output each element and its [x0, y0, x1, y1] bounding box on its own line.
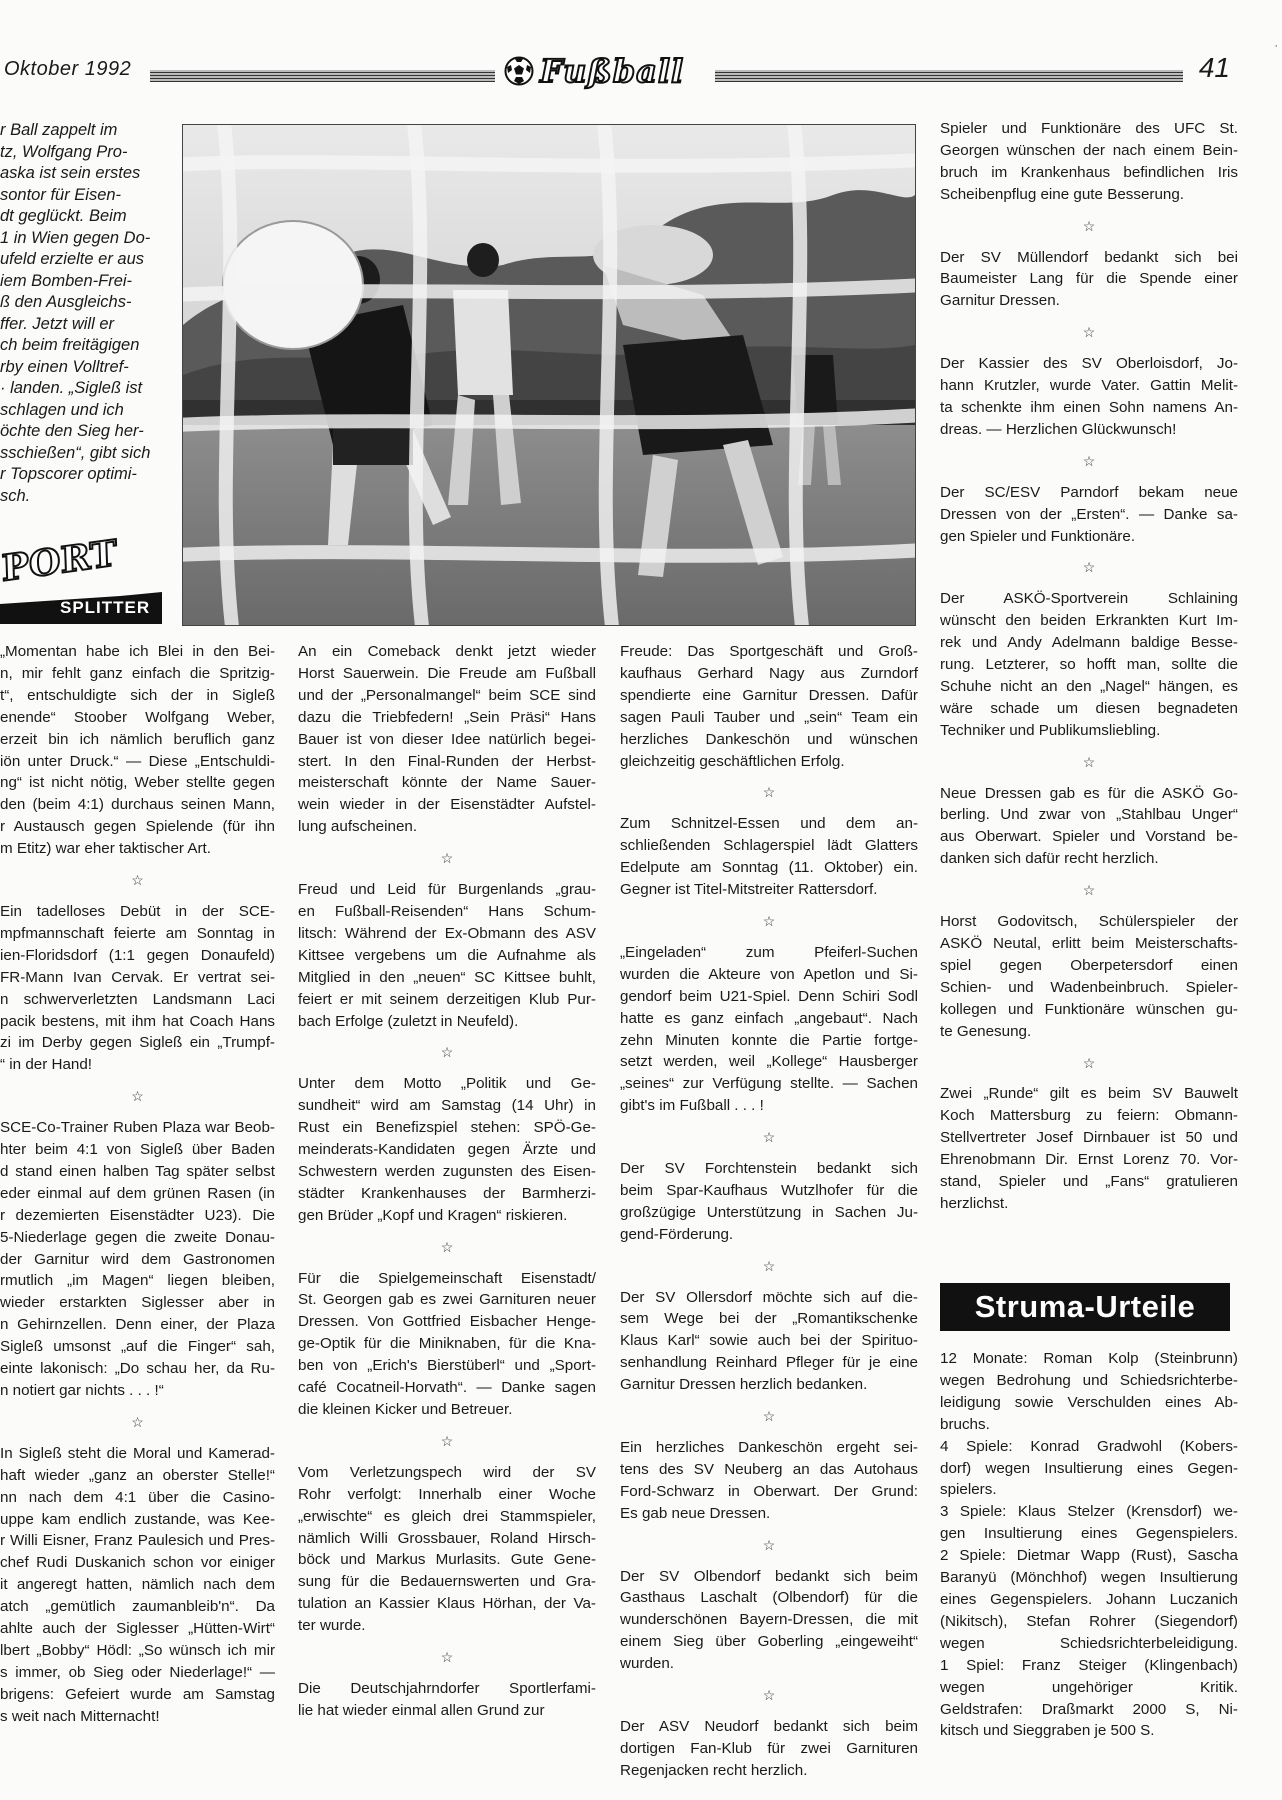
intro-line: tz, Wolfgang Pro- [0, 142, 128, 161]
text-line: gleichzeitig geschäftlichen Erfolg. [620, 752, 845, 770]
text-line: Rohr verfolgt: Innerhalb einer Woche [298, 1485, 596, 1503]
text-line: bruch im Krankenhaus befindlichen Iris [940, 163, 1238, 181]
text-line: d stand einen halben Tag später selbst [0, 1162, 275, 1180]
text-line: wunderschönen Bayern-Dressen, die mit [620, 1611, 918, 1629]
text-line: sagen Pauli Tauber und „sein“ Team ein [620, 708, 918, 726]
article-column-1 [0, 641, 275, 1728]
text-line: Baranyü (Mönchhof) wegen Insultierung [940, 1569, 1238, 1587]
separator-star-icon: ☆ [440, 1044, 454, 1061]
text-line: setzt werden, weil „Kollege“ Hausberger [620, 1053, 918, 1071]
text-line: FR-Mann Ivan Cervak. Er vertrat sei- [0, 968, 275, 986]
text-line: rek und Andy Adelmann baldige Besse- [940, 634, 1238, 652]
separator-star-icon: ☆ [131, 1413, 144, 1430]
text-line: 5-Niederlage gegen die zweite Donau- [0, 1228, 275, 1246]
text-line: 4 Spiele: Konrad Gradwohl (Kobers- [940, 1437, 1238, 1455]
separator-star-icon: ☆ [1082, 559, 1096, 576]
issue-date: Oktober 1992 [4, 58, 132, 80]
text-line: r Austausch gegen Spielende (für ihn [0, 818, 275, 836]
text-line: wegen Bedrohung und Schiedsrichterbe- [940, 1371, 1238, 1389]
text-line: 1 Spiel: Franz Steiger (Klingenbach) [940, 1656, 1238, 1674]
text-line: SCE-Co-Trainer Ruben Plaza war Beob- [0, 1119, 275, 1137]
text-line: dreas. — Herzlichen Glückwunsch! [940, 420, 1177, 438]
scan-mark: · [1274, 40, 1278, 52]
text-line: 2 Spiele: Dietmar Wapp (Rust), Sascha [940, 1547, 1238, 1565]
text-line: die kleinen Kicker und Betreuer. [298, 1401, 513, 1418]
separator-star-icon: ☆ [1082, 1054, 1096, 1071]
intro-line: dt geglückt. Beim [0, 207, 127, 225]
separator-star-icon: ☆ [762, 1408, 776, 1425]
text-line: Unter dem Motto „Politik und Ge- [298, 1075, 596, 1093]
text-line: hann Krutzler, wurde Vater. Gattin Melit- [940, 377, 1238, 395]
text-line: Stellvertreter Josef Dirnbauer ist 50 und [940, 1129, 1238, 1147]
intro-caption [0, 120, 165, 507]
text-line: senhandlung Reinhard Pfleger für je eine [620, 1354, 918, 1372]
text-line: dortigen Fan-Klub für zwei Garnituren [620, 1739, 918, 1757]
text-line: uppe kam endlich zustande, was Kee- [0, 1510, 275, 1528]
text-line: gend-Förderung. [620, 1225, 734, 1243]
text-line: n Gehirnzellen. Denn einer, der Plaza [0, 1316, 275, 1334]
text-line: bach Erfolge (zuletzt in Neufeld). [298, 1012, 519, 1030]
text-line: r dezemierten Eisenstädter U23). Die [0, 1206, 275, 1224]
text-line: Neue Dressen gab es für die ASKÖ Go- [940, 784, 1238, 802]
text-line: café Cocatneil-Horvath“. — Danke sagen [298, 1379, 596, 1397]
text-line: 12 Monate: Roman Kolp (Steinbrunn) [940, 1350, 1238, 1367]
text-line: stert. In den Final-Runden der Herbst- [298, 752, 596, 770]
text-line: zehn Minuten konnte die Partie fortge- [620, 1031, 918, 1049]
text-line: In Sigleß steht die Moral und Kamerad- [0, 1444, 275, 1462]
text-line: spiel gegen Oberpetersdorf einen [940, 956, 1238, 974]
text-line: Ehrenobmann Dir. Ernst Lorenz 70. Vor- [940, 1151, 1238, 1169]
text-line: wein wieder in der Eisenstädter Aufstel- [298, 796, 596, 814]
text-line: Techniker und Publikumsliebling. [940, 721, 1161, 739]
text-line: rung. Letzterer, so hofft man, sollte die [940, 656, 1238, 674]
text-line: Zum Schnitzel-Essen und dem an- [620, 815, 918, 833]
text-line: den (beim 4:1) durchaus seinen Mann, [0, 796, 275, 814]
text-line: Sigleß umsonst „auf die Finger“ sah, [0, 1338, 275, 1356]
text-line: Der SV Ollersdorf möchte sich auf die- [620, 1288, 918, 1306]
text-line: Der SC/ESV Parndorf bekam neue [940, 483, 1238, 501]
text-line: iön unter Druck.“ — Diese „Entschuldi- [0, 752, 275, 770]
text-line: Kittsee vergebens um die Aufnahme als [298, 946, 596, 964]
intro-line: schlagen und ich [0, 400, 124, 419]
text-line: aus Oberwart. Spieler und Vorstand be- [940, 828, 1238, 846]
separator-star-icon: ☆ [762, 912, 776, 929]
text-line: tulation an Kassier Klaus Hörhan, der Va- [298, 1595, 596, 1613]
text-line: eder einmal auf dem grünen Rasen (in [0, 1184, 275, 1202]
text-line: zi im Derby gegen Sigleß ein „Trumpf- [0, 1034, 275, 1052]
text-line: eines Gegenspielers. Johann Luczanich [940, 1590, 1238, 1608]
text-line: “ in der Hand! [0, 1056, 93, 1074]
text-line: meisterschaft könnte der Name Sauer- [298, 774, 596, 792]
text-line: Schuhe nicht an den „Nagel“ hängen, es [940, 677, 1238, 695]
separator-star-icon: ☆ [440, 850, 454, 867]
text-line: der Garnitur wird dem Gastronomen [0, 1250, 275, 1268]
text-line: herzlichst. [940, 1194, 1009, 1212]
text-line: bruchs. [940, 1415, 990, 1433]
text-line: kitsch und Sieggraben je 500 S. [940, 1722, 1155, 1740]
text-line: stand, Spieler und „Fans“ gratulieren [940, 1173, 1238, 1191]
intro-line: 1 in Wien gegen Do- [0, 228, 151, 247]
text-line: Ein tadelloses Debüt in der SCE- [0, 902, 275, 920]
text-line: berling. Und zwar von „Stahlbau Unger“ [940, 806, 1238, 824]
text-line: Ein herzliches Dankeschön ergeht sei- [620, 1439, 918, 1456]
football-icon [504, 56, 534, 86]
text-line: Gegner ist Titel-Mitstreiter Rattersdorf. [620, 881, 878, 899]
text-line: ge-Optik für die Miniknaben, für die Kna- [298, 1335, 596, 1353]
text-line: gendorf beim U21-Spiel. Denn Schiri Sodl [620, 987, 918, 1005]
text-line: böck und Markus Murlasits. Gute Gene- [298, 1551, 596, 1569]
intro-line: sschießen“, gibt sich [0, 443, 151, 462]
text-line: städter Krankenhauses der Barmherzi- [298, 1184, 596, 1202]
text-line: t“, entschuldigte sich der in Sigleß [0, 686, 275, 704]
text-line: Der SV Forchtenstein bedankt sich [620, 1160, 918, 1178]
separator-star-icon: ☆ [762, 784, 776, 801]
separator-star-icon: ☆ [440, 1649, 454, 1666]
separator-star-icon: ☆ [762, 1687, 776, 1704]
text-line: Spieler und Funktionäre des UFC St. [940, 120, 1238, 137]
match-photo [182, 124, 916, 626]
text-line: rmutlich „im Magen“ liegen bleiben, [0, 1272, 275, 1290]
text-line: Regenjacken recht herzlich. [620, 1761, 808, 1779]
intro-line: r Topscorer optimi- [0, 465, 137, 483]
text-line: kaufhaus Gerhard Nagy aus Zurndorf [620, 664, 918, 682]
logo-sport-text: PORT [0, 532, 118, 590]
text-line: 3 Spiele: Klaus Stelzer (Krensdorf) we- [940, 1503, 1238, 1521]
text-line: te Genesung. [940, 1022, 1032, 1040]
text-line: einem Sieg über Goberling „eingeweiht“ [620, 1633, 918, 1651]
text-line: ng“ ist nicht nötig, Weber stellte gegen [0, 774, 275, 792]
text-line: schließenden Schlagerspiel lädt Glatters [620, 837, 918, 855]
text-line: wäre schade um diesen begnadeten [940, 699, 1238, 717]
text-line: feiert er mit seinem derzeitigen Klub Pur- [298, 990, 596, 1008]
text-line: Bauer ist von dieser Idee natürlich begei- [298, 730, 596, 748]
text-line: Der ASKÖ-Sportverein Schlaining [940, 590, 1238, 608]
text-line: Ford-Schwarz in Oberwart. Der Grund: [620, 1482, 918, 1500]
text-line: wurden. [620, 1655, 675, 1673]
text-line: (Nikitsch), Stefan Rohrer (Siegendorf) [940, 1612, 1238, 1630]
text-line: ter wurde. [298, 1617, 366, 1635]
text-line: großzügige Unterstützung in Sachen Ju- [620, 1203, 918, 1221]
separator-star-icon: ☆ [440, 1238, 454, 1255]
text-line: Die Deutschjahrndorfer Sportlerfami- [298, 1679, 596, 1697]
text-line: lbert „Bobby“ Hödl: „So wünsch ich mir [0, 1641, 275, 1659]
text-line: Mitglied in den „neuen“ SC Kittsee buhlt, [298, 968, 596, 986]
text-line: Koch Mattersburg zu feiern: Obmann- [940, 1107, 1238, 1125]
text-line: n, mir fehlt ganz einfach die Spritzig- [0, 664, 275, 682]
intro-line: aska ist sein erstes [0, 164, 141, 182]
separator-star-icon: ☆ [762, 1257, 776, 1274]
text-line: it angeregt hatten, nämlich nach dem [0, 1576, 275, 1594]
separator-star-icon: ☆ [762, 1129, 776, 1146]
text-line: Scheibenpflug eine gute Besserung. [940, 185, 1185, 203]
text-line: ien-Floridsdorf (1:1 gegen Donaufeld) [0, 946, 275, 964]
separator-star-icon: ☆ [1082, 753, 1096, 770]
separator-star-icon: ☆ [131, 872, 144, 889]
text-line: Für die Spielgemeinschaft Eisenstadt/ [298, 1269, 596, 1287]
text-line: „erwischte“ es gleich drei Stammspieler, [298, 1507, 596, 1525]
text-line: wegen Schiedsrichterbeleidigung. [940, 1634, 1238, 1652]
intro-line: sch. [0, 486, 31, 505]
intro-line: ffer. Jetzt will er [0, 314, 114, 333]
text-line: danken sich dafür recht herzlich. [940, 850, 1159, 868]
text-line: gibt's im Fußball . . . ! [620, 1097, 764, 1115]
text-line: dorf) wegen Insultierung eines Gegen- [940, 1459, 1238, 1477]
text-line: pacik bestens, mit ihm hat Coach Hans [0, 1012, 275, 1030]
text-line: herzliches Dankeschön und wünschen [620, 730, 918, 748]
text-line: mpfmannschaft feierte am Sonntag in [0, 924, 275, 942]
text-line: wegen ungehöriger Kritik. [940, 1678, 1238, 1696]
intro-line: sontor für Eisen- [0, 185, 122, 204]
intro-line: ß den Ausgleichs- [0, 293, 132, 311]
text-line: n schwerverletzten Landsmann Laci [0, 990, 275, 1008]
text-line: Edelpute am Sonntag (11. Oktober) ein. [620, 859, 918, 877]
text-line: sung für die Bedauernswerten und Gra- [298, 1573, 596, 1591]
header-rule-left [150, 70, 495, 82]
separator-star-icon: ☆ [1082, 882, 1096, 899]
text-line: einte lakonisch: „Do schau her, da Ru- [0, 1360, 275, 1378]
text-line: ta schenkte ihm einen Sohn namens An- [940, 398, 1238, 416]
text-line: Freude: Das Sportgeschäft und Groß- [620, 643, 918, 660]
intro-line: r Ball zappelt im [0, 121, 118, 139]
text-line: ahlte auch der Siglesser „Hütten-Wirt“ [0, 1620, 275, 1638]
text-line: litsch: Während der Ex-Obmann des ASV [298, 924, 596, 942]
intro-line: ufeld erzielte er aus [0, 250, 144, 268]
text-line: hatte es ganz einfach „angebaut“. Nach [620, 1009, 918, 1027]
text-line: s weit nach Mitternacht! [0, 1707, 160, 1725]
text-line: nn nach dem 4:1 über die Casino- [0, 1488, 275, 1506]
text-line: Es gab neue Dressen. [620, 1504, 771, 1522]
text-line: An ein Comeback denkt jetzt wieder [298, 643, 596, 660]
intro-line: ch beim freitägigen [0, 336, 140, 354]
text-line: meinderats-Kandidaten gegen Ärzte und [298, 1141, 596, 1159]
intro-line: · landen. „Sigleß ist [0, 379, 143, 397]
article-column-2 [298, 641, 596, 1722]
text-line: beim Spar-Kaufhaus Wutzlhofer für die [620, 1181, 918, 1199]
text-line: Schien- und Wadenbeinbruch. Spieler- [940, 978, 1238, 996]
text-line: Der SV Olbendorf bedankt sich beim [620, 1567, 918, 1585]
text-line: leidigung sowie Verschulden eines Ab- [940, 1393, 1238, 1411]
text-line: chef Rudi Duskanich schon vor einiger [0, 1554, 275, 1572]
text-line: spielers. [940, 1481, 997, 1499]
struma-urteile-heading: Struma-Urteile [940, 1283, 1230, 1331]
text-line: Zwei „Runde“ gilt es beim SV Bauwelt [940, 1085, 1238, 1103]
text-line: Georgen wünschen der nach einem Bein- [940, 141, 1238, 159]
text-line: Baumeister Lang für die Spende einer [940, 270, 1238, 288]
text-line: ben von „Erich's Bierstüberl“ und „Sport- [298, 1357, 596, 1375]
text-line: sundheit“ wird am Samstag (14 Uhr) in [298, 1097, 596, 1115]
text-line: Garnitur Dressen. [940, 292, 1060, 310]
text-line: und der „Personalmangel“ beim SCE sind [298, 686, 596, 704]
article-column-4 [940, 118, 1238, 1215]
section-title: Fußball [540, 52, 685, 90]
text-line: enende“ Stoober Wolfgang Weber, [0, 708, 275, 726]
text-line: kollegen und Funktionäre wünschen gu- [940, 1000, 1238, 1018]
header-rule-right [715, 70, 1183, 82]
text-line: dazu die Triebfedern! „Sein Präsi“ Hans [298, 708, 596, 726]
text-line: wünscht den beiden Erkrankten Kurt Im- [940, 612, 1238, 630]
text-line: nämlich Willi Grossbauer, Roland Hirsch- [298, 1529, 596, 1547]
page-number: 41 [1198, 52, 1230, 83]
separator-star-icon: ☆ [762, 1536, 776, 1553]
text-line: „Momentan habe ich Blei in den Bei- [0, 643, 275, 660]
intro-line: öchte den Sieg her- [0, 422, 144, 440]
text-line: haft wieder „ganz an oberster Stelle!“ [0, 1466, 275, 1484]
text-line: lie hat wieder einmal allen Grund zur [298, 1701, 545, 1719]
text-line: „seines“ zur Verfügung stellte. — Sachen [620, 1075, 918, 1093]
struma-urteile-list [940, 1348, 1238, 1742]
text-line: Dressen. Von Gottfried Eisbacher Henge- [298, 1313, 596, 1331]
text-line: St. Georgen gab es zwei Garnituren neuer [298, 1291, 596, 1309]
text-line: Rust ein Benefizspiel stehen: SPÖ-Ge- [298, 1119, 596, 1137]
text-line: Geldstrafen: Draßmarkt 2000 S, Ni- [940, 1700, 1238, 1718]
text-line: Klaus Karl“ sowie auch bei der Spirituo- [620, 1332, 918, 1350]
separator-star-icon: ☆ [1082, 452, 1096, 469]
text-line: Der SV Müllendorf bedankt sich bei [940, 248, 1238, 266]
text-line: Der Kassier des SV Oberloisdorf, Jo- [940, 355, 1238, 373]
text-line: en Fußball-Reisenden“ Hans Schum- [298, 902, 596, 920]
text-line: „Eingeladen“ zum Pfeiferl-Suchen [620, 943, 918, 961]
text-line: brigens: Gefeiert wurde am Samstag [0, 1685, 275, 1703]
logo-splitter-text: SPLITTER [60, 598, 151, 617]
article-column-3 [620, 641, 918, 1782]
text-line: gen Brüder „Kopf und Kragen“ riskieren. [298, 1206, 568, 1224]
text-line: Der ASV Neudorf bedankt sich beim [620, 1717, 918, 1735]
text-line: Gasthaus Laschalt (Olbendorf) für die [620, 1589, 918, 1607]
text-line: wieder erstarkten Siglesser aber in [0, 1294, 275, 1312]
separator-star-icon: ☆ [131, 1088, 144, 1105]
intro-line: iem Bomben-Frei- [0, 271, 133, 290]
text-line: erzeit bin ich nämlich beruflich ganz [0, 730, 275, 748]
text-line: Horst Godovitsch, Schülerspieler der [940, 913, 1238, 931]
text-line: atch „gemütlich zaumanbleib'n“. Da [0, 1598, 275, 1616]
text-line: Dressen von der „Ersten“. — Danke sa- [940, 505, 1238, 523]
text-line: tens des SV Neuberg an das Autohaus [620, 1460, 918, 1478]
text-line: ASKÖ Neutal, erlitt beim Meisterschafts- [940, 935, 1238, 952]
separator-star-icon: ☆ [1082, 217, 1096, 234]
text-line: Freud und Leid für Burgenlands „grau- [298, 881, 596, 899]
separator-star-icon: ☆ [1082, 324, 1096, 341]
text-line: Garnitur Dressen herzlich bedanken. [620, 1376, 868, 1394]
text-line: sem Wege bei der „Romantikschenke [620, 1310, 918, 1328]
text-line: n notiert gar nichts . . . !“ [0, 1382, 164, 1399]
text-line: wurden die Akteure von Apetlon und Si- [620, 965, 918, 983]
text-line: Schwestern werden zugunsten des Eisen- [298, 1162, 596, 1180]
text-line: gen Spieler und Funktionäre. [940, 527, 1136, 545]
text-line: s immer, ob Sieg oder Niederlage!“ — [0, 1663, 275, 1681]
text-line: hter beim 4:1 von Sigleß über Baden [0, 1141, 275, 1159]
text-line: Horst Sauerwein. Die Freude am Fußball [298, 664, 596, 682]
separator-star-icon: ☆ [440, 1432, 454, 1449]
intro-line: rby einen Volltref- [0, 357, 129, 376]
text-line: spendierte eine Garnitur Dressen. Dafür [620, 686, 918, 704]
text-line: gen Insultierung eines Gegenspielers. [940, 1525, 1238, 1543]
text-line: Vom Verletzungspech wird der SV [298, 1463, 596, 1481]
text-line: r Willi Eisner, Franz Paulesich und Pres- [0, 1532, 275, 1550]
text-line: lung aufscheinen. [298, 818, 418, 836]
text-line: m Etitz) war eher taktischer Art. [0, 840, 211, 858]
